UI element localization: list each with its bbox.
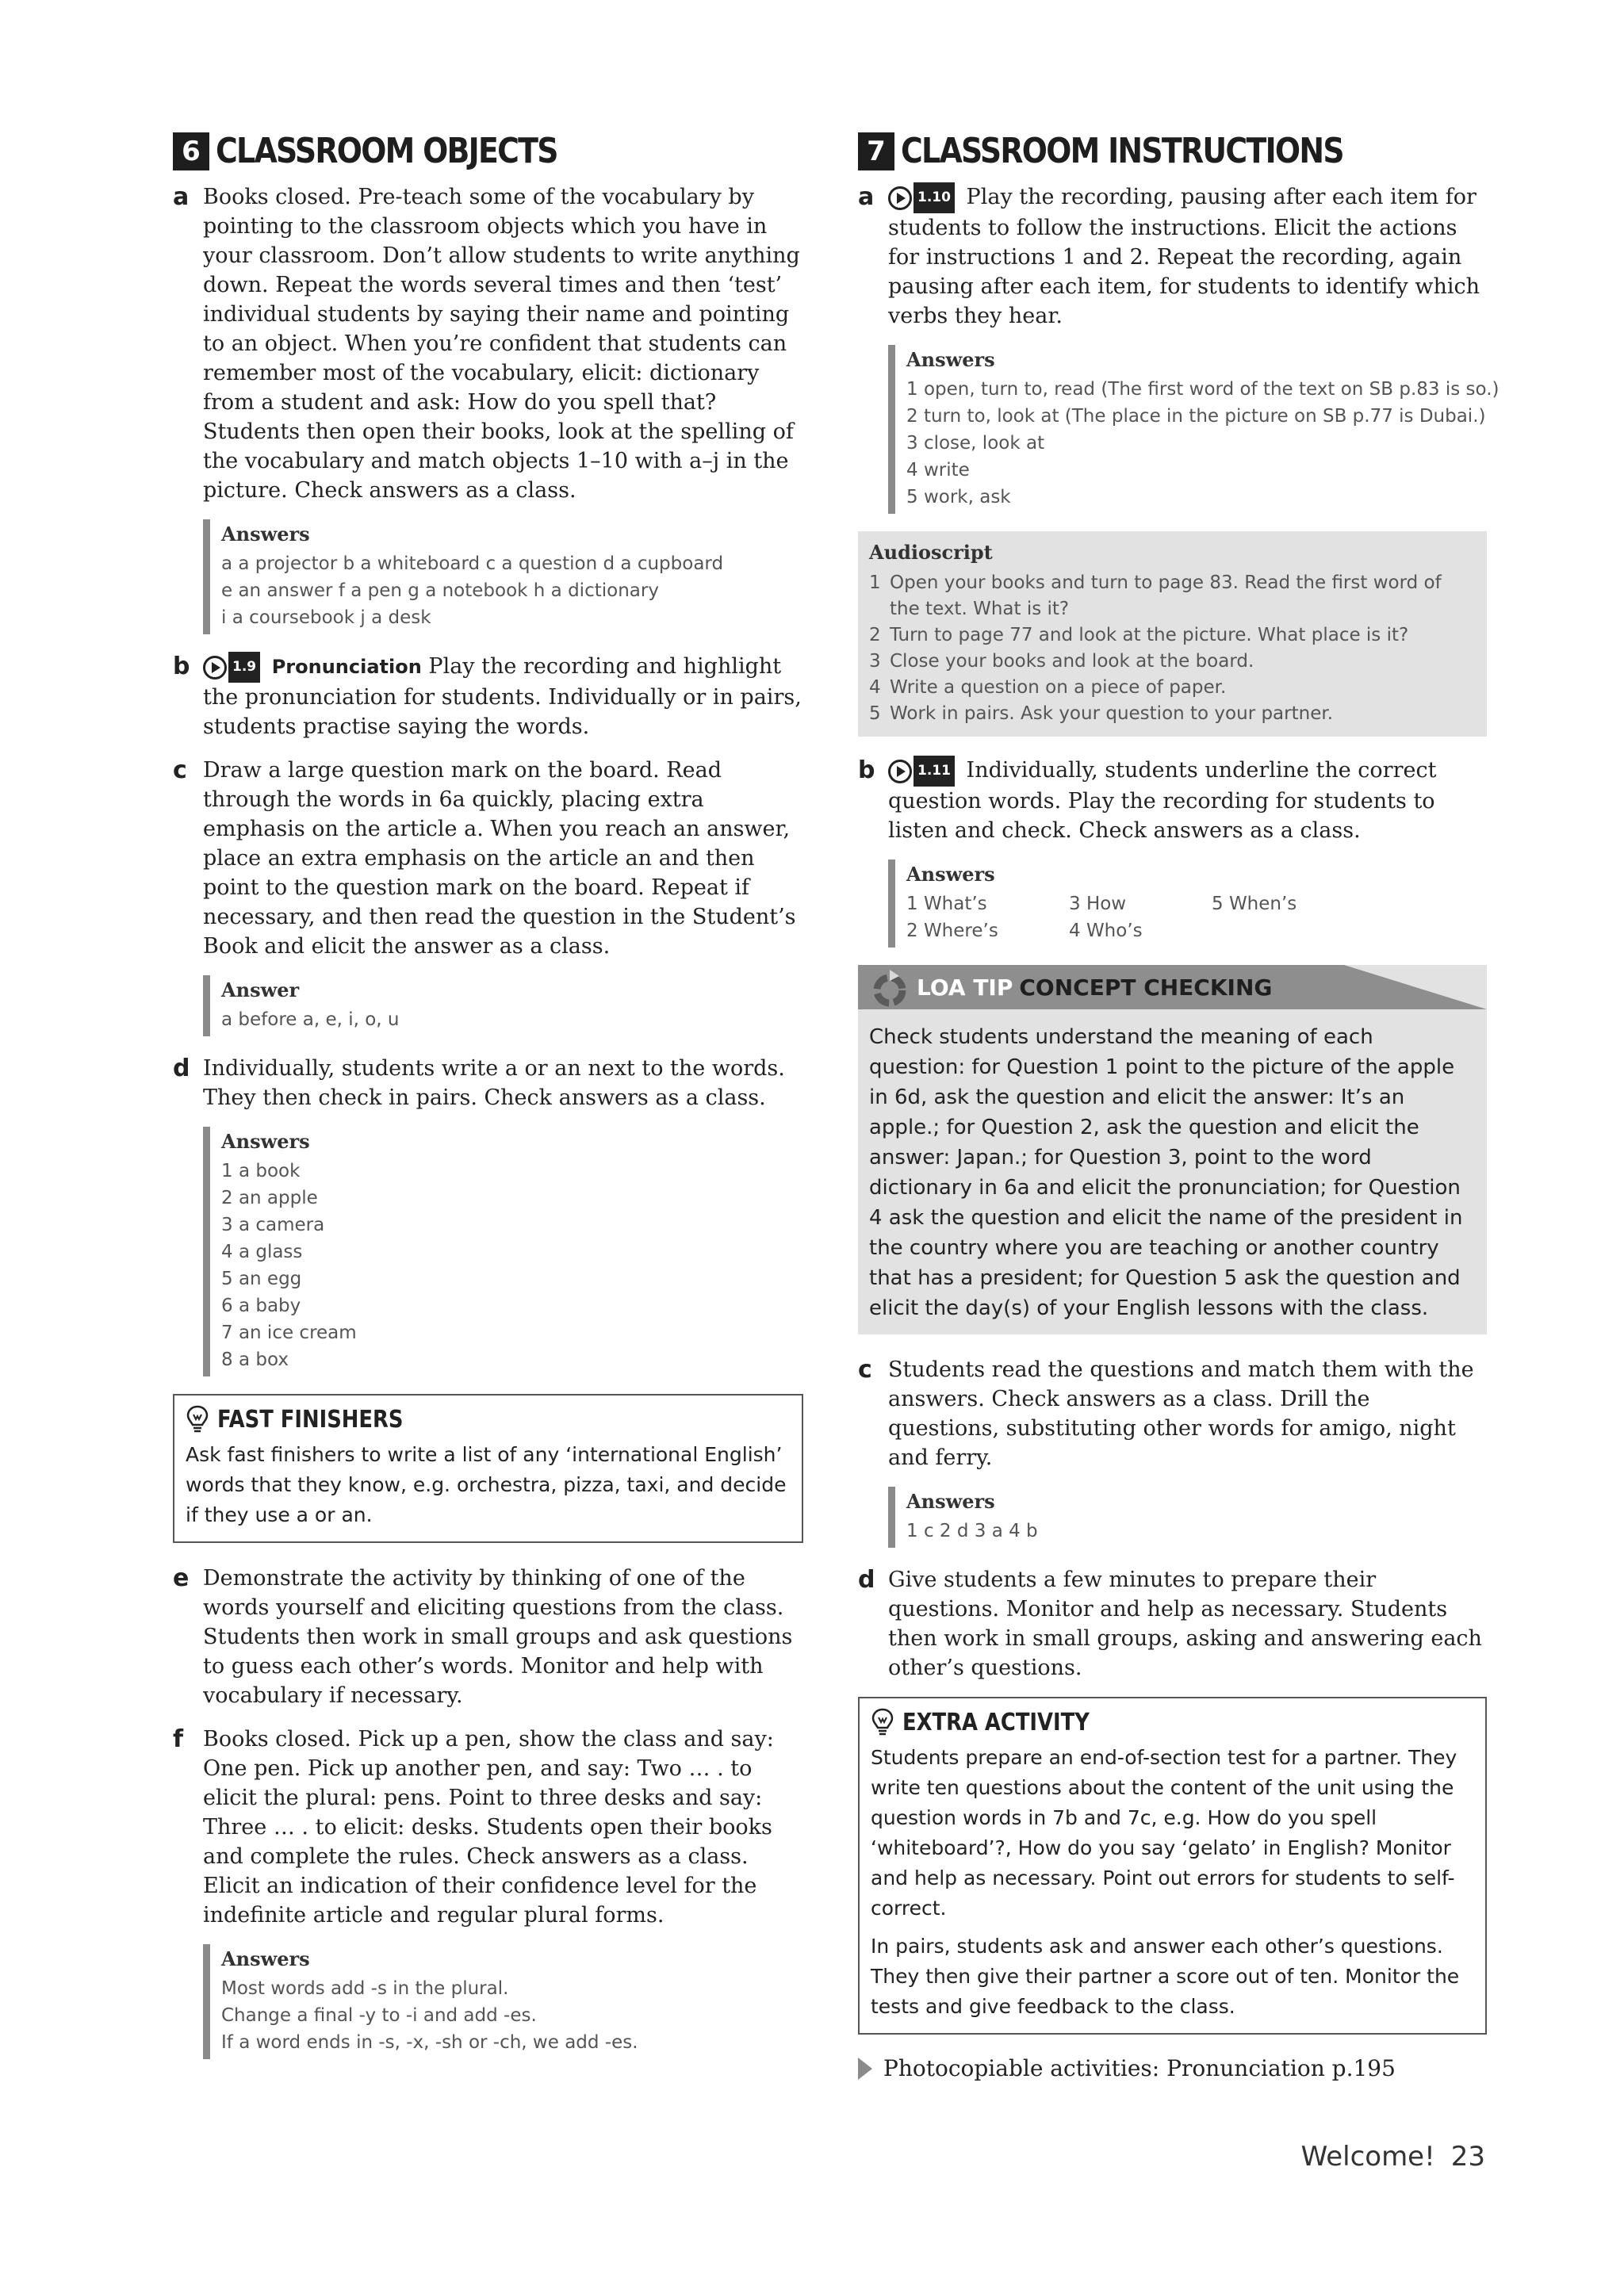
answer-line: Most words add -s in the plural. [221,1978,509,1999]
audioscript-line: 3 Close your books and look at the board. [869,651,1254,672]
answers-heading: Answers [221,523,310,546]
extra-activity-box [858,1697,1487,2035]
page-footer [1285,2141,1485,2173]
item-letter: e [173,1564,190,1592]
item-7a [858,182,1487,331]
item-text: Give students a few minutes to prepare their questions. Monitor and help as necessary. Students then work in small groups, asking and answering each other’s questions. [888,1568,1482,1680]
loa-tip-header [858,965,1487,1009]
audioscript-line: 4 Write a question on a piece of paper. [869,677,1227,698]
track-number: 1.11 [914,756,955,787]
item-letter: c [173,756,187,784]
lightbulb-icon [186,1405,209,1435]
answer-line: 6 a baby [221,1296,301,1316]
item-letter: f [173,1725,184,1753]
pronunciation-label: Pronunciation [271,656,422,678]
item-text: Draw a large question mark on the board. Read through the words in 6a quickly, placing extra emphasis on the article a. When you reach an answer, place an extra emphasis on the article an and then point to the question mark on the board. Repeat if necessary, and then read the question in the Student’s Book and elicit the answer as a class. [203,758,796,959]
answers-7b [888,860,1487,948]
answers-grid: 1 What’s 3 How 5 When’s 2 Where’s 4 Who’s [906,894,1297,941]
photocopiable-link[interactable] [858,2055,1487,2081]
loa-tip-text: Check students understand the meaning of each question: for Question 1 point to the picture of the apple in 6d, ask the question and elicit the answer: It’s an apple.; for Question 2, ask the question and elicit the answer: Japan.; for Question 3, point to the word dictionary in 6a and elicit the pronunciation; for Question 4 ask the question and elicit the name of the president in the country where you are teaching or another country that has a president; for Question 5 ask the question and elicit the day(s) of your English lessons with the class. [858,1009,1487,1334]
item-letter: b [173,653,190,680]
item-text: Books closed. Pre-teach some of the vocabulary by pointing to the classroom objects which you have in your classroom. Don’t allow students to write anything down. Repeat the words several times and then ‘test’ individual students by saying their name and pointing to an object. When you’re confident that students can remember most of the vocabulary, elicit: dictionary from a student and ask: How do you spell that? Students then open their books, look at the spelling of the vocabulary and match objects 1–10 with a–j in the picture. Check answers as a class. [203,185,800,503]
audio-play-icon[interactable] [888,182,955,213]
item-text: Individually, students write a or an next to the words. They then check in pairs. Check answers as a class. [203,1056,785,1110]
audioscript-line: 1 Open your books and turn to page 83. Read the first word of the text. What is it? [869,572,1442,619]
section-title: CLASSROOM OBJECTS [216,131,557,171]
item-letter: b [858,756,875,784]
audioscript-heading: Audioscript [869,541,993,564]
item-letter: a [858,183,875,211]
answer-line: 1 a book [221,1161,301,1181]
track-number: 1.9 [228,652,260,683]
answer-line: 2 an apple [221,1188,318,1208]
item-body: Play the recording, pausing after each item for students to follow the instructions. Elicit the actions for instructions 1 and 2. Repeat the recording, again pausing after each item, for students to identify which verbs they hear. [888,185,1480,328]
answer-line: 5 an egg [221,1269,302,1289]
item-letter: d [173,1055,190,1082]
item-6d [173,1054,803,1112]
loa-tip-box [858,965,1487,1334]
item-text [888,756,1487,845]
box-text: Students prepare an end-of-section test for a partner. They write ten questions about the content of the unit using the question words in 7b and 7c, e.g. How do you spell ‘whiteboard’?, How do you say ‘gelato’ in English? Monitor and help as necessary. Point out errors for students to self-correct. [871,1746,1457,1920]
answer-line: 1 open, turn to, read (The first word of the text on SB p.83 is so.) [906,379,1500,400]
section-number: 7 [858,132,894,170]
item-text [203,652,803,741]
answer-line: 3 a camera [221,1215,325,1235]
item-text [888,182,1487,331]
box-text: Ask fast finishers to write a list of any ‘international English’ words that they know, e.g. orchestra, pizza, taxi, and decide if they use a or an. [186,1443,787,1526]
answers-heading: Answers [221,1947,310,1970]
answer-line: 5 work, ask [906,487,1011,507]
answer-line: 4 a glass [221,1242,303,1262]
page-number: 23 [1450,2141,1485,2173]
item-text: Books closed. Pick up a pen, show the class and say: One pen. Pick up another pen, and say: Two … . to elicit the plural: pens. Point to three desks and say: Three … . to elicit: desks. Students open their books and complete the rules. Check answers as a class. Elicit an indication of their confidence level for the indefinite article and regular plural forms. [203,1727,774,1928]
section-6-header [173,131,803,171]
section-title: CLASSROOM INSTRUCTIONS [901,131,1343,171]
answers-heading: Answers [906,863,995,886]
section-number: 6 [173,132,209,170]
item-7d [858,1565,1487,1683]
answer-line: a before a, e, i, o, u [221,1009,400,1030]
item-6c [173,756,803,961]
answer-line: i a coursebook j a desk [221,607,431,628]
audio-play-icon[interactable] [203,652,260,683]
item-6a [173,182,803,505]
answers-heading: Answers [906,348,995,371]
answers-6f [203,1944,803,2059]
answer-line: If a word ends in -s, -x, -sh or -ch, we add -es. [221,2032,638,2053]
item-7b [858,756,1487,845]
item-7c [858,1355,1487,1472]
answers-6d [203,1127,803,1376]
answer-line: e an answer f a pen g a notebook h a dictionary [221,580,659,601]
answers-6c [203,975,803,1036]
fast-finishers-box [173,1394,803,1543]
loa-tag: LOA TIP [917,974,1013,1001]
box-heading [871,1708,1474,1738]
answer-line: 2 turn to, look at (The place in the picture on SB p.77 is Dubai.) [906,406,1486,427]
item-6e [173,1564,803,1710]
answers-7a [888,345,1500,514]
cycle-arrows-icon [866,965,917,1009]
footer-label: Welcome! [1300,2141,1435,2173]
item-6b [173,652,803,741]
audio-play-icon[interactable] [888,756,955,787]
answer-line: 3 close, look at [906,433,1045,454]
answer-line: Change a final -y to -i and add -es. [221,2005,537,2026]
answers-heading: Answers [906,1490,995,1513]
answer-line: 4 write [906,460,970,480]
photocopiable-text: Photocopiable activities: Pronunciation p.195 [883,2055,1396,2081]
item-letter: d [858,1566,875,1594]
loa-title: CONCEPT CHECKING [1019,974,1273,1001]
box-heading [186,1405,791,1435]
audioscript-line: 5 Work in pairs. Ask your question to your partner. [869,703,1334,724]
section-7-header [858,131,1487,171]
item-letter: c [858,1356,872,1384]
item-body: Play the recording and highlight the pronunciation for students. Individually or in pairs, students practise saying the words. [203,654,802,739]
answer-line: 7 an ice cream [221,1323,357,1343]
right-column [858,131,1500,2081]
item-letter: a [173,183,190,211]
arrow-right-icon [858,2058,872,2080]
left-column [173,131,803,2077]
answers-heading: Answers [221,1130,310,1153]
answers-7c [888,1487,1487,1548]
item-text: Students read the questions and match them with the answers. Check answers as a class. Drill the questions, substituting other words for amigo, night and ferry. [888,1357,1474,1470]
item-body: Individually, students underline the correct question words. Play the recording for students to listen and check. Check answers as a class. [888,758,1437,843]
track-number: 1.10 [914,182,955,213]
answers-6a [203,519,803,634]
answer-line: 8 a box [221,1350,289,1370]
answer-line: 1 c 2 d 3 a 4 b [906,1521,1038,1541]
lightbulb-icon [871,1708,894,1738]
box-title: EXTRA ACTIVITY [902,1709,1090,1736]
audioscript-line: 2 Turn to page 77 and look at the picture. What place is it? [869,625,1409,645]
box-title: FAST FINISHERS [217,1406,404,1434]
item-text: Demonstrate the activity by thinking of one of the words yourself and eliciting questions from the class. Students then work in small groups and ask questions to guess each other’s words. Monitor and help with vocabulary if necessary. [203,1566,793,1708]
box-text: In pairs, students ask and answer each other’s questions. They then give their partner a score out of ten. Monitor the tests and give feedback to the class. [871,1935,1460,2018]
item-6f [173,1725,803,1930]
audioscript-box [858,531,1487,737]
answer-line: a a projector b a whiteboard c a question d a cupboard [221,553,724,574]
answers-heading: Answer [221,978,300,1001]
